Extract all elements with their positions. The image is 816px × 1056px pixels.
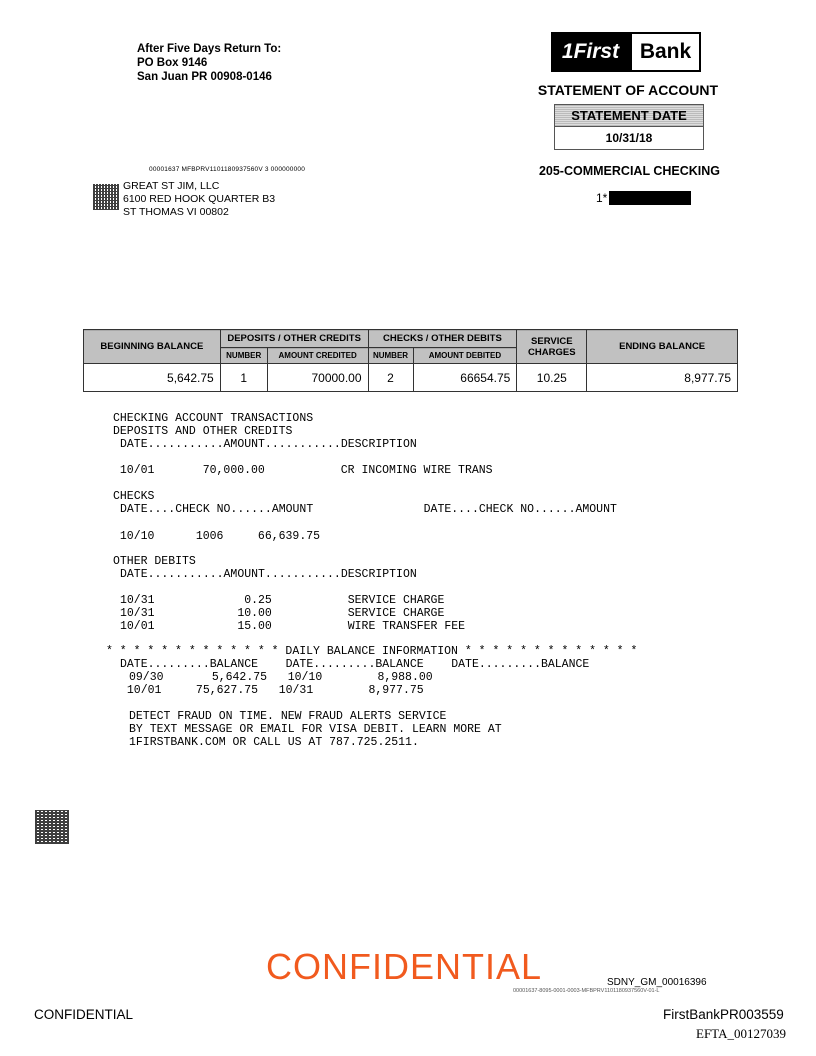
notice-line-3: 1FIRSTBANK.COM OR CALL US AT 787.725.2511. — [129, 736, 419, 749]
section-title: CHECKING ACCOUNT TRANSACTIONS — [113, 412, 314, 425]
customer-street: 6100 RED HOOK QUARTER B3 — [123, 193, 276, 205]
sdny-number: SDNY_GM_00016396 — [607, 977, 707, 988]
statement-title: STATEMENT OF ACCOUNT — [537, 82, 719, 98]
checks-number-value: 2 — [368, 364, 413, 392]
header-checks: CHECKS / OTHER DEBITS — [368, 330, 517, 348]
daily-balance-row-2: 10/01 75,627.75 10/31 8,977.75 — [120, 684, 424, 697]
print-code: 00001637-8095-0001-0003-MFBPRV1101180937560V-01-L — [513, 988, 660, 994]
header-deposits-number: NUMBER — [220, 348, 267, 364]
account-prefix: 1* — [596, 191, 608, 205]
checks-title: CHECKS — [113, 490, 155, 503]
bates-number: FirstBankPR003559 — [663, 1007, 784, 1022]
daily-balance-row-1: 09/30 5,642.75 10/10 8,988.00 — [129, 671, 433, 684]
efta-number: EFTA_00127039 — [696, 1026, 786, 1041]
other-debit-row-1: 10/31 0.25 SERVICE CHARGE — [120, 594, 445, 607]
other-debits-header: DATE...........AMOUNT...........DESCRIPTION — [120, 568, 417, 581]
account-number — [596, 191, 691, 205]
header-deposits: DEPOSITS / OTHER CREDITS — [220, 330, 368, 348]
other-debits-title: OTHER DEBITS — [113, 555, 196, 568]
customer-city: ST THOMAS VI 00802 — [123, 206, 229, 218]
deposits-header: DATE...........AMOUNT...........DESCRIPTION — [120, 438, 417, 451]
customer-name: GREAT ST JIM, LLC — [123, 180, 220, 192]
deposits-number-value: 1 — [220, 364, 267, 392]
return-line-3: San Juan PR 00908-0146 — [137, 71, 272, 83]
service-charges-value: 10.25 — [517, 364, 587, 392]
daily-balance-title: * * * * * * * * * * * * * DAILY BALANCE INFORMATION * * * * * * * * * * * * * — [106, 645, 638, 658]
return-line-2: PO Box 9146 — [137, 57, 208, 69]
confidential-label: CONFIDENTIAL — [34, 1007, 134, 1022]
daily-balance-header: DATE.........BALANCE DATE.........BALANCE DATE.........BALANCE — [120, 658, 590, 671]
other-debit-row-3: 10/01 15.00 WIRE TRANSFER FEE — [120, 620, 466, 633]
return-address — [137, 42, 281, 84]
deposits-title: DEPOSITS AND OTHER CREDITS — [113, 425, 293, 438]
deposit-row-1: 10/01 70,000.00 CR INCOMING WIRE TRANS — [113, 464, 493, 477]
customer-address — [123, 180, 275, 219]
account-summary-table — [83, 329, 738, 392]
barcode-2d-icon — [93, 184, 119, 210]
bank-logo — [551, 32, 701, 72]
return-line-1: After Five Days Return To: — [137, 43, 282, 55]
statement-date-value: 10/31/18 — [605, 131, 653, 145]
ending-balance-value: 8,977.75 — [587, 364, 738, 392]
logo-part-2: Bank — [630, 32, 701, 72]
header-service-charges: SERVICE CHARGES — [517, 330, 587, 364]
checks-header: DATE....CHECK NO......AMOUNT DATE....CHECK NO......AMOUNT — [120, 503, 617, 516]
logo-part-1: 1First — [551, 32, 630, 72]
other-debit-row-2: 10/31 10.00 SERVICE CHARGE — [120, 607, 445, 620]
notice-line-1: DETECT FRAUD ON TIME. NEW FRAUD ALERTS SERVICE — [129, 710, 447, 723]
redaction-bar — [609, 191, 691, 205]
header-ending-balance: ENDING BALANCE — [587, 330, 738, 364]
statement-date-box — [554, 104, 704, 150]
account-product: 205-COMMERCIAL CHECKING — [538, 164, 720, 178]
header-amount-debited: AMOUNT DEBITED — [413, 348, 517, 364]
deposits-amount-value: 70000.00 — [267, 364, 368, 392]
check-row-1: 10/10 1006 66,639.75 — [113, 530, 321, 543]
table-row — [84, 364, 738, 392]
header-checks-number: NUMBER — [368, 348, 413, 364]
header-amount-credited: AMOUNT CREDITED — [267, 348, 368, 364]
mail-code: 00001637 MFBPRV1101180937560V 3 000000000 — [149, 166, 306, 173]
beginning-balance-value: 5,642.75 — [84, 364, 221, 392]
confidential-stamp: CONFIDENTIAL — [266, 946, 543, 987]
statement-date-label: STATEMENT DATE — [555, 105, 703, 127]
header-beginning-balance: BEGINNING BALANCE — [84, 330, 221, 364]
checks-amount-value: 66654.75 — [413, 364, 517, 392]
barcode-2d-icon — [35, 810, 69, 844]
notice-line-2: BY TEXT MESSAGE OR EMAIL FOR VISA DEBIT. LEARN MORE AT — [129, 723, 502, 736]
